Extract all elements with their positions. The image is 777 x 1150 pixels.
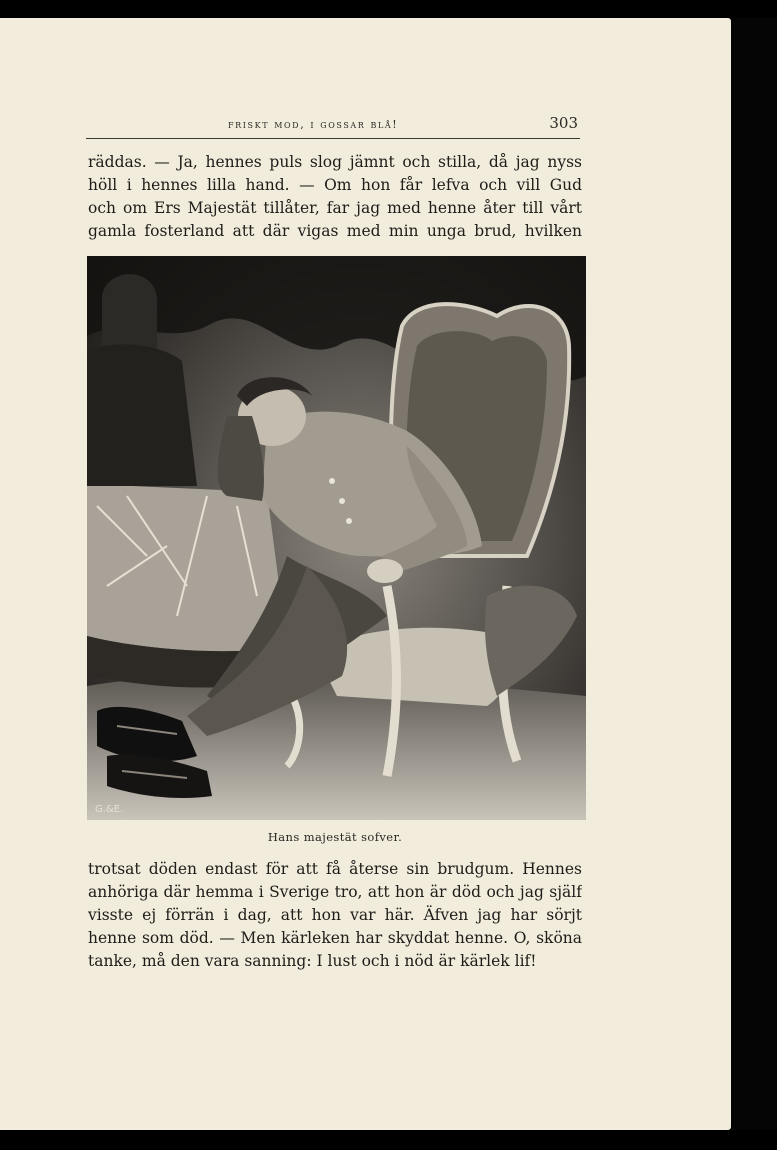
illustration-sleeping-king (87, 256, 586, 820)
text-line: räddas. — Ja, hennes puls slog jämnt och stilla, då jag nyss (88, 153, 582, 171)
text-line: visste ej förrän i dag, att hon var här. Äfven jag har sörjt (88, 906, 582, 924)
page-number: 303 (549, 114, 578, 132)
artist-signature: G.&E. (95, 804, 124, 815)
text-line: anhöriga där hemma i Sverige tro, att hon är död och jag själf (88, 883, 582, 901)
illustration-caption: Hans majestät sofver. (267, 830, 403, 844)
text-line: och om Ers Majestät tillåter, far jag med henne åter till vårt (88, 199, 582, 217)
running-title: friskt mod, i gossar blå! (228, 118, 399, 131)
page-header (86, 114, 580, 139)
text-line: höll i hennes lilla hand. — Om hon får lefva och vill Gud (88, 176, 582, 194)
paragraph-top (88, 151, 582, 243)
scan-border (731, 18, 777, 1130)
text-line: tanke, må den vara sanning: I lust och i nöd är kärlek lif! (88, 952, 537, 970)
text-line: henne som död. — Men kärleken har skyddat henne. O, sköna (88, 929, 582, 947)
text-line: trotsat döden endast för att få återse sin brudgum. Hennes (88, 860, 582, 878)
paragraph-bottom (88, 858, 582, 973)
text-line: gamla fosterland att där vigas med min unga brud, hvilken (88, 222, 582, 240)
